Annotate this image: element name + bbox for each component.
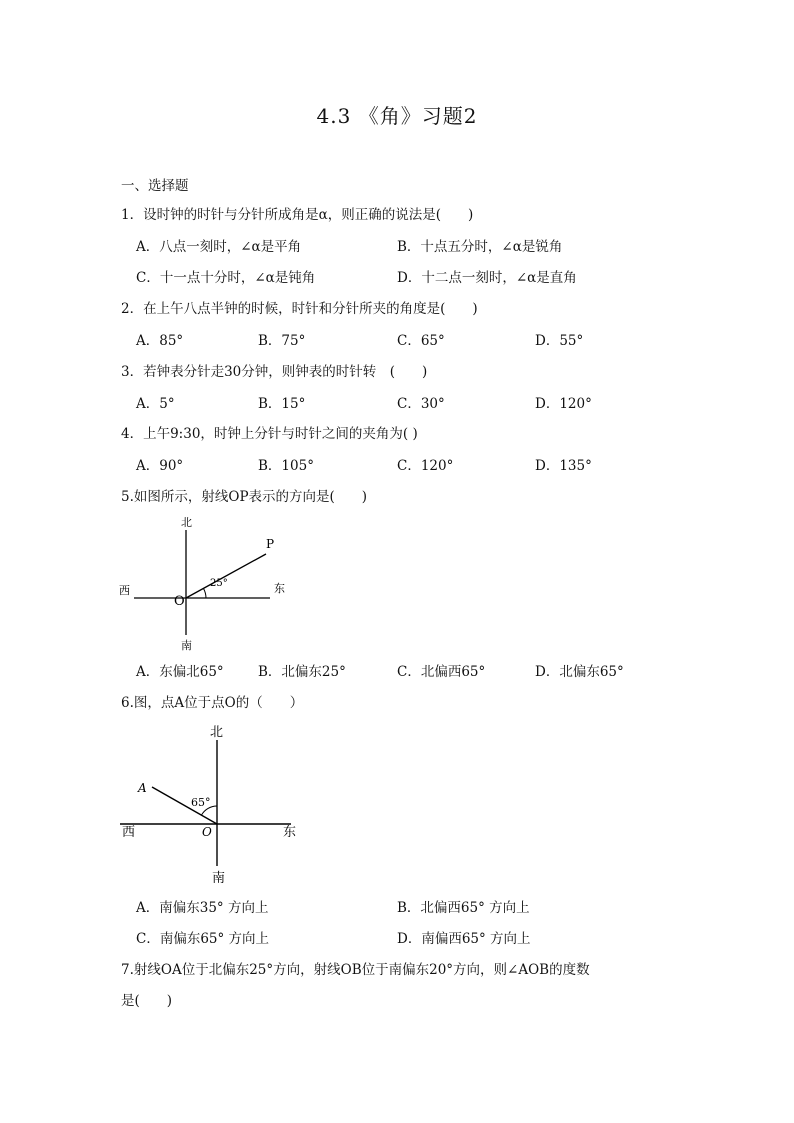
question-6-option-a[interactable]: A．南偏东35° 方向上: [136, 900, 269, 916]
question-6-option-d[interactable]: D．南偏西65° 方向上: [397, 931, 531, 947]
figure-1-ray-op: [186, 554, 266, 598]
question-4-option-d[interactable]: D．135°: [535, 458, 592, 474]
question-4-option-c[interactable]: C．120°: [397, 458, 454, 474]
question-5-option-a[interactable]: A．东偏北65°: [136, 664, 224, 680]
figure-1-compass: [110, 510, 310, 655]
question-5-stem: 5.如图所示，射线OP表示的方向是( ): [121, 489, 368, 505]
question-5-option-c[interactable]: C．北偏西65°: [397, 664, 486, 680]
question-3-option-c[interactable]: C．30°: [397, 396, 445, 412]
question-7-stem-line-1: 7.射线OA位于北偏东25°方向，射线OB位于南偏东20°方向，则∠AOB的度数: [121, 962, 590, 978]
question-3-option-b[interactable]: B．15°: [258, 396, 306, 412]
question-2-option-a[interactable]: A．85°: [136, 333, 184, 349]
section-heading: 一、选择题: [121, 178, 189, 194]
figure-1-north-label: 北: [181, 516, 192, 529]
question-6-stem: 6.图，点A位于点O的（ ）: [121, 695, 304, 711]
question-7-stem-line-2: 是( ): [121, 993, 173, 1009]
figure-2-south-label: 南: [212, 871, 226, 886]
question-1-option-d[interactable]: D．十二点一刻时，∠α是直角: [397, 270, 577, 286]
question-6-option-c[interactable]: C．南偏东65° 方向上: [136, 931, 270, 947]
figure-1-south-label: 南: [181, 639, 192, 652]
question-2-option-d[interactable]: D．55°: [535, 333, 584, 349]
question-4-option-a[interactable]: A．90°: [136, 458, 184, 474]
question-3-stem: 3．若钟表分针走30分钟，则钟表的时针转 ( ): [121, 364, 428, 380]
question-2-option-c[interactable]: C．65°: [397, 333, 445, 349]
figure-1-origin-label: O: [174, 594, 185, 609]
figure-2-east-label: 东: [283, 825, 297, 840]
figure-2-origin-label: O: [202, 825, 212, 839]
question-3-option-a[interactable]: A．5°: [136, 396, 175, 412]
question-1-option-b[interactable]: B．十点五分时，∠α是锐角: [397, 239, 563, 255]
question-1-option-a[interactable]: A．八点一刻时，∠α是平角: [136, 239, 302, 255]
figure-1-west-label: 西: [119, 584, 130, 597]
question-3-option-d[interactable]: D．120°: [535, 396, 592, 412]
page-title: 4.3 《角》习题2: [316, 104, 478, 128]
figure-1-east-label: 东: [274, 582, 285, 595]
figure-1-point-label: P: [266, 537, 275, 551]
question-1-stem: 1．设时钟的时针与分针所成角是α，则正确的说法是( ): [121, 207, 474, 223]
figure-1-angle-arc: [204, 589, 207, 599]
question-4-stem: 4．上午9:30，时钟上分针与时针之间的夹角为( ): [121, 426, 418, 442]
question-4-option-b[interactable]: B．105°: [258, 458, 314, 474]
question-2-option-b[interactable]: B．75°: [258, 333, 306, 349]
question-1-option-c[interactable]: C．十一点十分时，∠α是钝角: [136, 270, 316, 286]
question-5-option-b[interactable]: B．北偏东25°: [258, 664, 346, 680]
figure-2-west-label: 西: [122, 825, 136, 840]
question-2-stem: 2．在上午八点半钟的时候，时针和分针所夹的角度是( ): [121, 301, 478, 317]
figure-2-angle-label: 65°: [191, 796, 211, 809]
question-5-option-d[interactable]: D．北偏东65°: [535, 664, 624, 680]
figure-1-angle-label: 25°: [210, 578, 228, 589]
figure-2-point-label: A: [138, 781, 147, 795]
figure-2-compass: [115, 720, 315, 890]
figure-2-north-label: 北: [210, 725, 224, 740]
question-6-option-b[interactable]: B．北偏西65° 方向上: [397, 900, 530, 916]
